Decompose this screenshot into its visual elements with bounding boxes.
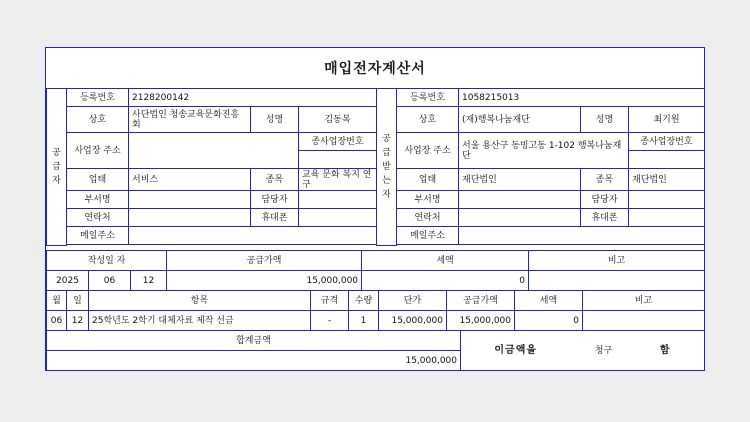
row-month: 06 xyxy=(47,311,67,331)
claim-phrase-a: 이금액을 xyxy=(494,344,538,356)
date-year: 2025 xyxy=(47,271,89,291)
supply-amount: 15,000,000 xyxy=(167,271,362,291)
row-qty: 1 xyxy=(349,311,379,331)
date-label: 작성일 자 xyxy=(47,251,167,271)
row-tax: 0 xyxy=(515,311,583,331)
supplier-rep-label: 성명 xyxy=(251,107,299,133)
total-label: 합계금액 xyxy=(47,331,461,351)
supplier-email xyxy=(129,227,377,245)
row-day: 12 xyxy=(67,311,89,331)
supplier-reg-no: 2128200142 xyxy=(129,89,377,107)
buyer-name: (재)행복나눔재단 xyxy=(459,107,581,133)
claim-phrase-c: 함 xyxy=(659,344,671,356)
supplier-biz-type: 서비스 xyxy=(129,169,251,191)
buyer-dept-label: 부서명 xyxy=(397,191,459,209)
supplier-contact xyxy=(129,209,251,227)
items-table xyxy=(46,290,705,331)
supplier-rep: 김동복 xyxy=(299,107,377,133)
supplier-side-label: 공 급 자 xyxy=(47,89,67,246)
buyer-biz-type: 재단법인 xyxy=(459,169,581,191)
supplier-item-label: 종목 xyxy=(251,169,299,191)
col-tax: 세액 xyxy=(515,291,583,311)
buyer-manager-label: 담당자 xyxy=(581,191,629,209)
col-spec: 규격 xyxy=(311,291,349,311)
buyer-reg-no-label: 등록번호 xyxy=(397,89,459,107)
claim-phrase xyxy=(461,331,705,371)
date-month: 06 xyxy=(89,271,131,291)
supplier-item: 교육 문화 복지 연구 xyxy=(299,169,377,191)
supply-label: 공급가액 xyxy=(167,251,362,271)
row-item: 25학년도 2학기 대체자료 제작 선금 xyxy=(89,311,311,331)
buyer-email-label: 메일주소 xyxy=(397,227,459,245)
row-unit-price: 15,000,000 xyxy=(379,311,447,331)
date-day: 12 xyxy=(131,271,167,291)
buyer-dept xyxy=(459,191,581,209)
supplier-mobile-label: 휴대폰 xyxy=(251,209,299,227)
invoice-form xyxy=(45,47,705,371)
col-unit-price: 단가 xyxy=(379,291,447,311)
total-table xyxy=(46,330,705,371)
buyer-rep-label: 성명 xyxy=(581,107,629,133)
col-note: 비고 xyxy=(583,291,705,311)
note-value xyxy=(529,271,705,291)
buyer-addr: 서울 용산구 동빙고동 1-102 행복나눔재단 xyxy=(459,133,629,169)
buyer-mobile-label: 휴대폰 xyxy=(581,209,629,227)
supplier-dept-label: 부서명 xyxy=(67,191,129,209)
supplier-mobile xyxy=(299,209,377,227)
tax-label: 세액 xyxy=(362,251,529,271)
col-month: 월 xyxy=(47,291,67,311)
supplier-manager-label: 담당자 xyxy=(251,191,299,209)
claim-phrase-b: 청구 xyxy=(594,345,613,356)
note-label: 비고 xyxy=(529,251,705,271)
supplier-addr-label: 사업장 주소 xyxy=(67,133,129,169)
row-supply: 15,000,000 xyxy=(447,311,515,331)
supplier-manager xyxy=(299,191,377,209)
col-qty: 수량 xyxy=(349,291,379,311)
buyer-item-label: 종목 xyxy=(581,169,629,191)
buyer-addr-label: 사업장 주소 xyxy=(397,133,459,169)
summary-items-table xyxy=(46,250,705,291)
buyer-contact xyxy=(459,209,581,227)
buyer-rep: 최기원 xyxy=(629,107,705,133)
buyer-branch xyxy=(629,151,705,169)
col-supply: 공급가액 xyxy=(447,291,515,311)
party-table xyxy=(46,88,705,246)
tax-amount: 0 xyxy=(362,271,529,291)
supplier-contact-label: 연락처 xyxy=(67,209,129,227)
row-spec: - xyxy=(311,311,349,331)
buyer-mobile xyxy=(629,209,705,227)
buyer-biz-type-label: 업태 xyxy=(397,169,459,191)
buyer-contact-label: 연락처 xyxy=(397,209,459,227)
col-day: 일 xyxy=(67,291,89,311)
buyer-reg-no: 1058215013 xyxy=(459,89,705,107)
row-note xyxy=(583,311,705,331)
supplier-reg-no-label: 등록번호 xyxy=(67,89,129,107)
buyer-name-label: 상호 xyxy=(397,107,459,133)
supplier-branch-label: 종사업장번호 xyxy=(299,133,377,151)
supplier-branch xyxy=(299,151,377,169)
supplier-dept xyxy=(129,191,251,209)
buyer-email xyxy=(459,227,705,245)
col-item: 항목 xyxy=(89,291,311,311)
invoice-title: 매입전자계산서 xyxy=(46,48,704,89)
supplier-biz-type-label: 업태 xyxy=(67,169,129,191)
buyer-branch-label: 종사업장번호 xyxy=(629,133,705,151)
supplier-name: 사단법인 청송교육문화진흥회 xyxy=(129,107,251,133)
table-row xyxy=(47,311,705,331)
supplier-addr xyxy=(129,133,299,169)
total-amount: 15,000,000 xyxy=(47,351,461,371)
buyer-side-label: 공 급 받 는 자 xyxy=(377,89,397,246)
buyer-item: 재단법인 xyxy=(629,169,705,191)
buyer-manager xyxy=(629,191,705,209)
supplier-email-label: 메일주소 xyxy=(67,227,129,245)
supplier-name-label: 상호 xyxy=(67,107,129,133)
